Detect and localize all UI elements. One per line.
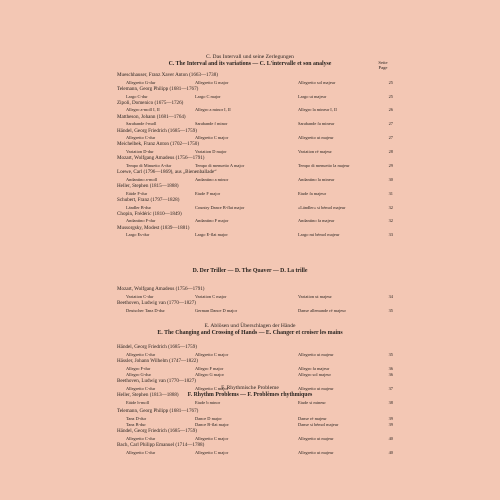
composer-row	[0, 169, 500, 177]
piece-title-fr: Etude fa majeur	[298, 190, 327, 196]
piece-title-de: Andantino F-dur	[126, 218, 156, 224]
piece-title-de: Tempo di Minuetto A-dur	[126, 162, 172, 168]
composer-row	[0, 428, 500, 436]
piece-title-en: Allegretto G major	[195, 79, 229, 85]
composer-row	[0, 286, 500, 294]
piece-title-fr: Sarabande fa mineur	[298, 121, 335, 127]
piece-title-en: Allegretto C major	[195, 435, 229, 441]
piece-title-de: Deutscher Tanz D-dur	[126, 307, 165, 313]
composer-row	[0, 197, 500, 205]
section-c-title-de: C. Das Intervall und seine Zerlegungen	[206, 54, 294, 60]
composer-row	[0, 358, 500, 366]
piece-title-de: Etüde F-dur	[126, 190, 148, 196]
composer-row	[0, 344, 500, 352]
piece-title-fr: Danse ré majeur	[298, 415, 327, 421]
piece-title-en: Allegro F major	[195, 365, 224, 371]
piece-title-fr: Allegro la mineur I, II	[298, 107, 337, 113]
page-number: 36	[388, 371, 393, 377]
section-e-title-de: E. Ablösen und Überschlagen der Hände	[204, 323, 296, 329]
composer-row	[0, 141, 500, 149]
piece-title-en: Largo E-flat major	[195, 232, 228, 238]
piece-title-de: Allegretto C-dur	[126, 435, 156, 441]
section-f	[0, 385, 500, 456]
composer-name: Händel, Georg Friedrich (1685—1759)	[117, 127, 197, 134]
piece-title-en: Allegretto C major	[195, 385, 229, 391]
piece-title-fr: Allegretto ut majeur	[298, 385, 334, 391]
section-f-title-de: F. Rhythmische Probleme	[221, 385, 279, 391]
page-number: 34	[388, 293, 393, 299]
piece-title-fr: Etude si mineur	[298, 399, 326, 405]
page-number: 40	[388, 449, 393, 455]
page-number: 32	[388, 204, 393, 210]
composer-name: Mussorgsky, Modest (1839—1881)	[117, 224, 190, 231]
composer-row	[0, 442, 500, 450]
piece-title-en: Sarabande f minor	[195, 121, 228, 127]
composer-name: Mueschhauser, Franz Xaver Anton (1663—1738)	[117, 72, 218, 78]
piece-title-de: Largo Es-dur	[126, 232, 150, 238]
piece-title-en: Variation D major	[195, 149, 227, 155]
composer-name: Händel, Georg Friedrich (1685—1759)	[117, 428, 197, 435]
section-f-title-en-fr: F. Rhythm Problems — F. Problèmes rhythmiques	[187, 392, 313, 398]
section-c-title-en-fr: C. The Interval and its variations — C. L'intervalle et son analyse	[168, 61, 332, 67]
piece-title-fr: Largo ut majeur	[298, 93, 327, 99]
piece-title-de: Tanz B-dur	[126, 421, 146, 427]
piece-title-de: Allegro G-dur	[126, 371, 151, 377]
piece-title-fr: Largo mi bémol majeur	[298, 232, 340, 238]
section-e-title-en-fr: E. The Changing and Crossing of Hands — E. Changer et croiser les mains	[157, 330, 343, 336]
composer-name: Heller, Stephen (1815—1888)	[117, 183, 179, 189]
piece-title-de: Tanz D-dur	[126, 415, 147, 421]
composer-name: Mozart, Wolfgang Amadeus (1756—1791)	[117, 286, 205, 292]
composer-row	[0, 155, 500, 163]
section-f-rows	[0, 408, 500, 456]
piece-title-fr: Danse allemande ré majeur	[298, 307, 346, 313]
composer-name: Zipoli, Domenico (1675—1726)	[117, 99, 184, 106]
page-number: 28	[388, 149, 393, 155]
composer-name: Mattheson, Johann (1681—1764)	[117, 113, 186, 120]
page-number: 33	[388, 232, 393, 238]
page-number: 35	[388, 307, 393, 313]
piece-title-en: Andantino a minor	[195, 176, 229, 182]
piece-row	[0, 308, 500, 314]
page-number: 40	[388, 435, 393, 441]
piece-title-en: German Dance D major	[195, 307, 238, 313]
section-d-title: D. Der Triller — D. The Quaver — D. La trille	[192, 268, 308, 274]
piece-title-fr: Allegretto ut majeur	[298, 135, 334, 141]
piece-title-en: Largo C major	[195, 93, 221, 99]
composer-name: Händel, Georg Friedrich (1685—1759)	[117, 344, 197, 350]
piece-title-fr: Allegretto ut majeur	[298, 435, 334, 441]
composer-name: Hässler, Johann Wilhelm (1747—1822)	[117, 357, 198, 364]
composer-row	[0, 100, 500, 108]
piece-title-de: Allegro F-dur	[126, 365, 151, 371]
composer-row	[0, 86, 500, 94]
section-d	[0, 268, 500, 314]
piece-title-en: Dance B-flat major	[195, 421, 229, 427]
page-number: 39	[388, 415, 393, 421]
page-number: 37	[388, 385, 393, 391]
piece-row	[0, 232, 500, 238]
composer-row	[0, 128, 500, 136]
piece-title-fr: Allegro sol majeur	[298, 371, 331, 377]
section-d-rows	[0, 286, 500, 314]
page-label-de: Seite	[378, 60, 388, 65]
section-c	[0, 54, 500, 239]
piece-title-en: Allegretto C major	[195, 449, 229, 455]
piece-title-fr: Allegro fa majeur	[298, 365, 330, 371]
composer-name: Telemann, Georg Philipp (1681—1767)	[117, 408, 199, 414]
piece-title-de: Allegretto C-dur	[126, 135, 156, 141]
page-number: 39	[388, 421, 393, 427]
page-label-en: Page	[378, 65, 388, 70]
piece-title-en: Allegro G major	[195, 371, 225, 377]
piece-title-fr: Variation ut majeur	[298, 293, 332, 299]
page-number: 30	[388, 176, 393, 182]
piece-title-de: Largo C-dur	[126, 93, 148, 99]
piece-title-en: Allegretto C major	[195, 135, 229, 141]
piece-title-de: Etüde h-moll	[126, 399, 150, 405]
page-number: 36	[388, 365, 393, 371]
composer-name: Beethoven, Ludwig van (1770—1827)	[117, 377, 196, 384]
piece-title-en: Allegro a minor I, II	[195, 107, 231, 113]
piece-title-en: Andantino F major	[195, 218, 229, 224]
page-number: 35	[388, 351, 393, 357]
piece-title-de: Allegretto C-dur	[126, 351, 156, 357]
piece-title-en: Country Dance B-flat major	[195, 204, 245, 210]
composer-row	[0, 408, 500, 416]
composer-name: Beethoven, Ludwig van (1770—1827)	[117, 299, 196, 306]
piece-title-de: Ländler B-dur	[126, 204, 151, 210]
piece-title-en: Etude b minor	[195, 399, 221, 405]
piece-title-en: Tempo di menuetto A major	[195, 162, 245, 168]
piece-title-fr: Tempo di menuetto la majeur	[298, 162, 350, 168]
composer-name: Telemann, Georg Philipp (1681—1767)	[117, 85, 199, 92]
composer-row	[0, 300, 500, 308]
composer-name: Chopin, Frédéric (1810—1849)	[117, 210, 182, 217]
piece-title-en: Dance D major	[195, 415, 222, 421]
page-number: 38	[388, 399, 393, 405]
composer-name: Loewe, Carl (1796—1869), aus „Bienenballade“	[117, 169, 217, 176]
composer-row	[0, 72, 500, 80]
piece-title-de: Allegretto C-dur	[126, 449, 156, 455]
piece-title-de: Variation D-dur	[126, 149, 154, 155]
composer-name: Mozart, Wolfgang Amadeus (1756—1791)	[117, 155, 205, 162]
piece-title-de: Allegro a-moll I, II	[126, 107, 160, 113]
page-number: 25	[388, 79, 393, 85]
page-number: 29	[388, 162, 393, 168]
composer-name: Schubert, Franz (1797—1828)	[117, 196, 180, 203]
piece-title-fr: Danse si bémol majeur	[298, 421, 339, 427]
composer-row	[0, 211, 500, 219]
piece-title-de: Allegretto G-dur	[126, 79, 156, 85]
page-number: 32	[388, 218, 393, 224]
composer-row	[0, 114, 500, 122]
piece-title-fr: «Ländler» si bémol majeur	[298, 204, 346, 210]
composer-row	[0, 225, 500, 233]
piece-title-fr: Andantino la mineur	[298, 176, 335, 182]
piece-row	[0, 450, 500, 456]
piece-title-en: Etude F major	[195, 190, 221, 196]
section-c-rows	[0, 72, 500, 239]
page-number: 27	[388, 135, 393, 141]
piece-title-en: Variation C major	[195, 293, 227, 299]
piece-title-de: Variation C-dur	[126, 293, 154, 299]
composer-name: Meichelbek, Franz Anton (1702—1750)	[117, 141, 200, 148]
page-number: 25	[388, 93, 393, 99]
piece-title-fr: Allegretto sol majeur	[298, 79, 336, 85]
piece-title-de: Sarabande f-moll	[126, 121, 157, 127]
piece-title-fr: Variation ré majeur	[298, 149, 332, 155]
page-number: 26	[388, 107, 393, 113]
page-number: 31	[388, 190, 393, 196]
piece-title-de: Allegretto C-dur	[126, 385, 156, 391]
page-number: 27	[388, 121, 393, 127]
composer-name: Bach, Carl Philipp Emanuel (1714—1788)	[117, 441, 205, 448]
piece-title-fr: Allegretto ut majeur	[298, 449, 334, 455]
piece-title-fr: Andantino fa majeur	[298, 218, 335, 224]
composer-name: Heller, Stephen (1813—1888)	[117, 391, 179, 398]
composer-row	[0, 183, 500, 191]
piece-title-en: Allegretto C major	[195, 351, 229, 357]
piece-title-fr: Allegretto ut majeur	[298, 351, 334, 357]
piece-title-de: Andantino a-moll	[126, 176, 158, 182]
